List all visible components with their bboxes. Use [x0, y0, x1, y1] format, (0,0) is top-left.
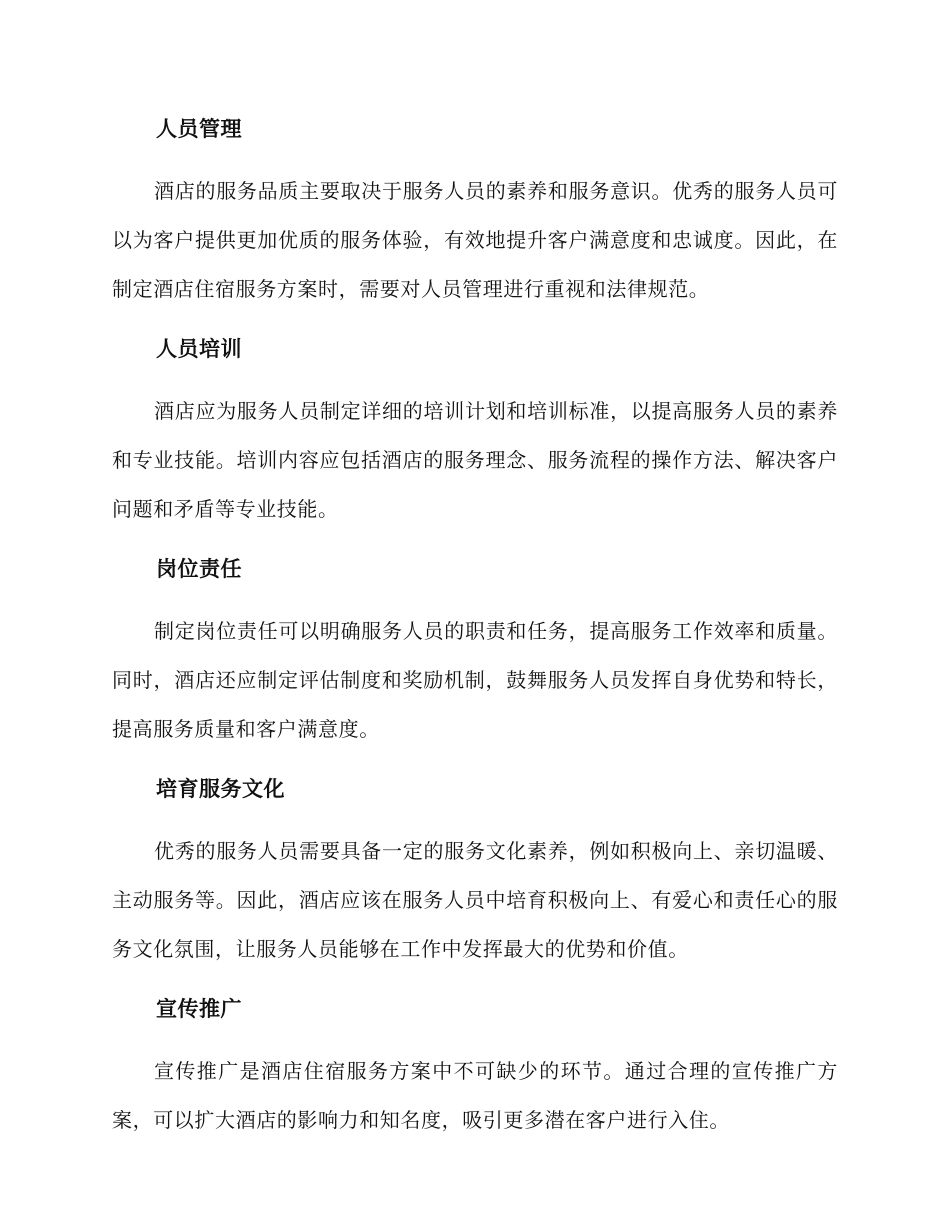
- section-personnel-management: [112, 113, 838, 314]
- section-personnel-training: [112, 333, 838, 534]
- section-heading: 宣传推广: [156, 997, 242, 1021]
- section-heading: 培育服务文化: [156, 777, 285, 801]
- section-job-responsibility: [112, 553, 838, 754]
- section-heading: 岗位责任: [156, 557, 242, 581]
- section-heading: 人员培训: [156, 337, 242, 361]
- section-paragraph: 宣传推广是酒店住宿服务方案中不可缺少的环节。通过合理的宣传推广方案，可以扩大酒店的影响力和知名度，吸引更多潜在客户进行入住。: [112, 1059, 838, 1132]
- section-promotion: [112, 993, 838, 1145]
- section-paragraph: 制定岗位责任可以明确服务人员的职责和任务，提高服务工作效率和质量。同时，酒店还应制定评估制度和奖励机制，鼓舞服务人员发挥自身优势和特长，提高服务质量和客户满意度。: [112, 619, 838, 741]
- section-heading: 人员管理: [156, 117, 242, 141]
- section-service-culture: [112, 773, 838, 974]
- section-paragraph: 酒店应为服务人员制定详细的培训计划和培训标准，以提高服务人员的素养和专业技能。培训内容应包括酒店的服务理念、服务流程的操作方法、解决客户问题和矛盾等专业技能。: [112, 399, 838, 521]
- section-paragraph: 优秀的服务人员需要具备一定的服务文化素养，例如积极向上、亲切温暖、主动服务等。因此，酒店应该在服务人员中培育积极向上、有爱心和责任心的服务文化氛围，让服务人员能够在工作中发挥最大的优势和价值。: [112, 839, 838, 961]
- section-paragraph: 酒店的服务品质主要取决于服务人员的素养和服务意识。优秀的服务人员可以为客户提供更加优质的服务体验，有效地提升客户满意度和忠诚度。因此，在制定酒店住宿服务方案时，需要对人员管理进行重视和法律规范。: [112, 179, 838, 301]
